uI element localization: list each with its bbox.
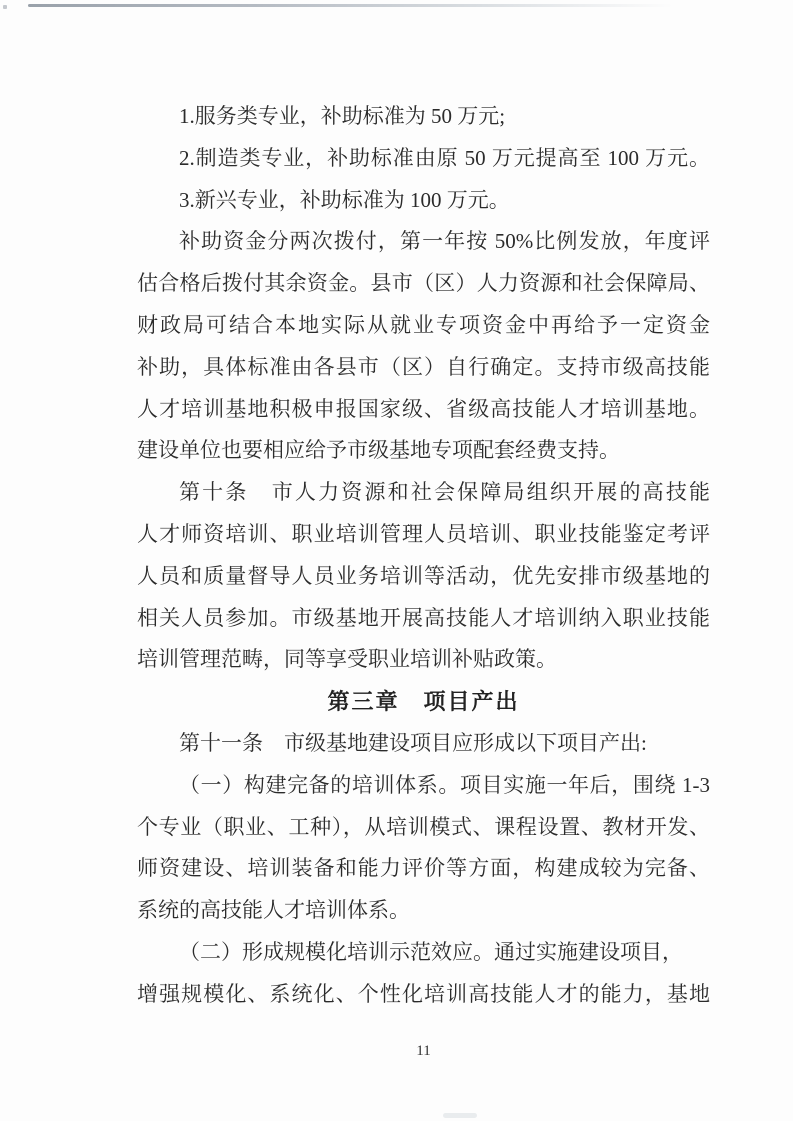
paragraph-line: 师资建设、培训装备和能力评价等方面，构建成较为完备、: [137, 856, 710, 881]
chapter-heading: 第三章 项目产出: [327, 689, 520, 715]
paragraph-line: 个专业（职业、工种），从培训模式、课程设置、教材开发、: [137, 814, 710, 839]
paragraph-line: 估合格后拨付其余资金。县市（区）人力资源和社会保障局、: [137, 271, 710, 296]
scan-artifact-dot: [3, 5, 7, 9]
paragraph-line: 培训管理范畴，同等享受职业培训补贴政策。: [137, 647, 557, 672]
list-item-3: 3.新兴专业，补助标准为 100 万元。: [179, 187, 510, 212]
paragraph-line: 增强规模化、系统化、个性化培训高技能人才的能力，基地: [137, 981, 710, 1006]
paragraph-line: 系统的高技能人才培训体系。: [137, 898, 410, 923]
paragraph-line: 人才师资培训、职业培训管理人员培训、职业技能鉴定考评: [137, 521, 710, 546]
article-11-line: 第十一条 市级基地建设项目应形成以下项目产出:: [179, 730, 647, 755]
page-number: 11: [416, 1043, 431, 1059]
paragraph-line: 相关人员参加。市级基地开展高技能人才培训纳入职业技能: [137, 605, 710, 630]
paragraph-line: 补助，具体标准由各县市（区）自行确定。支持市级高技能: [137, 354, 710, 379]
paragraph-line: 补助资金分两次拨付，第一年按 50%比例发放，年度评: [179, 229, 710, 254]
list-item-1: 1.服务类专业，补助标准为 50 万元;: [179, 104, 506, 128]
paragraph-line: 财政局可结合本地实际从就业专项资金中再给予一定资金: [137, 312, 710, 337]
scan-artifact-smudge: [443, 1113, 477, 1118]
item-two-line: （二）形成规模化培训示范效应。通过实施建设项目，: [179, 939, 683, 964]
document-body: [137, 96, 710, 1016]
paragraph-line: 人才培训基地积极申报国家级、省级高技能人才培训基地。: [137, 396, 710, 421]
article-10-line: 第十条 市人力资源和社会保障局组织开展的高技能: [179, 480, 710, 505]
scan-artifact-line: [28, 4, 673, 7]
list-item-2: 2.制造类专业，补助标准由原 50 万元提高至 100 万元。: [179, 145, 710, 170]
paragraph-line: 人员和质量督导人员业务培训等活动，优先安排市级基地的: [137, 563, 710, 588]
item-one-line: （一）构建完备的培训体系。项目实施一年后，围绕 1-3: [179, 772, 710, 797]
paragraph-line: 建设单位也要相应给予市级基地专项配套经费支持。: [137, 438, 620, 463]
